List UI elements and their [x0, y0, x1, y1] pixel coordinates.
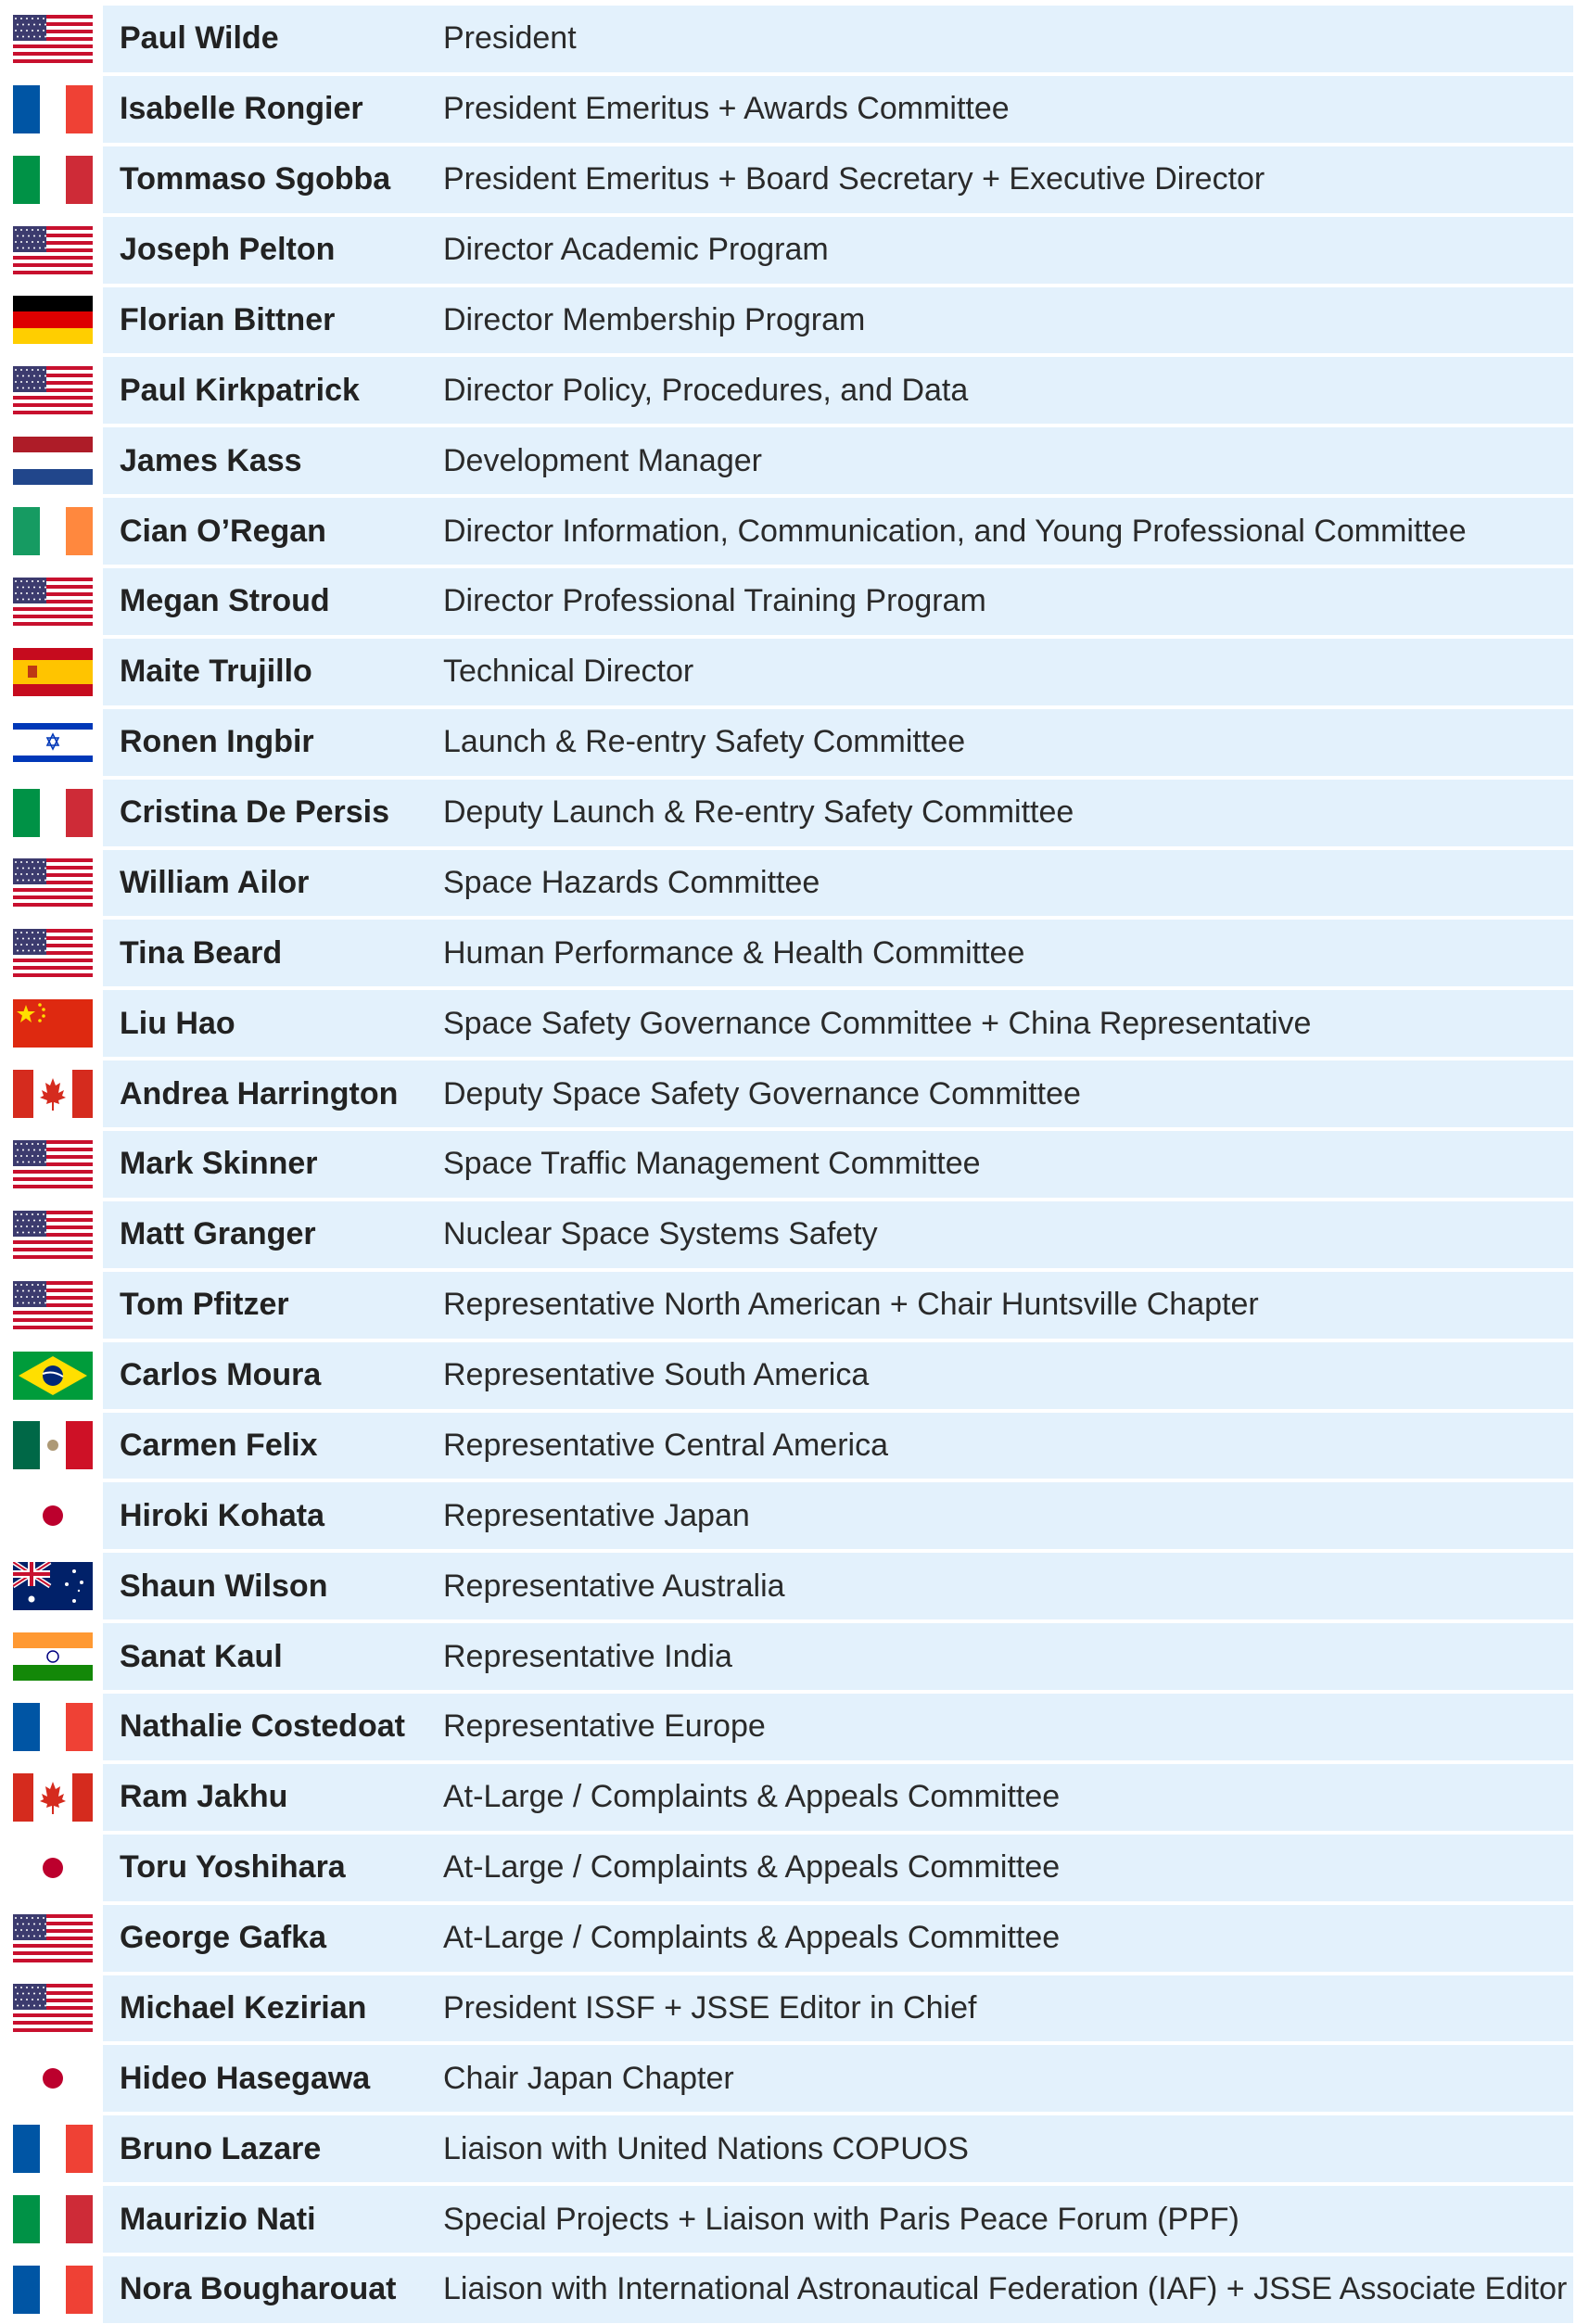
member-role: At-Large / Complaints & Appeals Committee	[443, 1779, 1061, 1815]
jp-flag-icon	[13, 1492, 93, 1540]
member-role: Chair Japan Chapter	[443, 2060, 734, 2096]
flag-cell	[3, 1764, 103, 1831]
flag-cell	[3, 6, 103, 72]
it-flag-icon	[13, 2195, 93, 2243]
flag-cell	[3, 1975, 103, 2042]
member-role: Space Hazards Committee	[443, 864, 820, 900]
table-row	[3, 146, 1573, 217]
member-role: Director Professional Training Program	[443, 583, 986, 619]
mx-flag-icon	[13, 1421, 93, 1469]
member-name: Paul Wilde	[120, 20, 279, 57]
member-role: President	[443, 20, 577, 57]
table-row	[3, 2256, 1573, 2323]
table-row	[3, 1272, 1573, 1342]
table-row	[3, 568, 1573, 639]
table-row	[3, 1482, 1573, 1553]
member-role: President ISSF + JSSE Editor in Chief	[443, 1989, 977, 2026]
ca-flag-icon	[13, 1773, 93, 1822]
member-role: Space Safety Governance Committee + China Representative	[443, 1005, 1312, 1041]
member-name: Joseph Pelton	[120, 232, 336, 268]
member-role: Liaison with United Nations COPUOS	[443, 2130, 969, 2166]
member-role: Director Academic Program	[443, 232, 829, 268]
flag-cell	[3, 2186, 103, 2253]
member-role: President Emeritus + Board Secretary + Executive Director	[443, 161, 1265, 197]
us-flag-icon	[13, 578, 93, 626]
member-name: Maurizio Nati	[120, 2201, 316, 2237]
member-name: Bruno Lazare	[120, 2130, 322, 2166]
member-name: Matt Granger	[120, 1216, 316, 1252]
table-row	[3, 6, 1573, 76]
us-flag-icon	[13, 1914, 93, 1962]
member-name: Isabelle Rongier	[120, 91, 363, 127]
member-name: Tina Beard	[120, 934, 283, 971]
il-flag-icon	[13, 718, 93, 767]
member-role: Technical Director	[443, 654, 694, 690]
member-name: Tommaso Sgobba	[120, 161, 391, 197]
member-name: Maite Trujillo	[120, 654, 312, 690]
flag-cell	[3, 1835, 103, 1901]
flag-cell	[3, 1201, 103, 1268]
jp-flag-icon	[13, 1844, 93, 1892]
member-role: Representative Australia	[443, 1568, 785, 1604]
flag-cell	[3, 709, 103, 776]
table-row	[3, 2115, 1573, 2186]
it-flag-icon	[13, 789, 93, 837]
flag-cell	[3, 2045, 103, 2112]
table-row	[3, 1201, 1573, 1272]
board-roster-table	[3, 6, 1573, 2323]
member-role: Liaison with International Astronautical Federation (IAF) + JSSE Associate Editor	[443, 2271, 1568, 2307]
member-role: Representative North American + Chair Huntsville Chapter	[443, 1287, 1259, 1323]
member-name: Mark Skinner	[120, 1146, 318, 1182]
member-name: Nathalie Costedoat	[120, 1708, 405, 1745]
member-name: Nora Bougharouat	[120, 2271, 397, 2307]
member-name: Hiroki Kohata	[120, 1497, 325, 1533]
member-role: Human Performance & Health Committee	[443, 934, 1025, 971]
member-name: James Kass	[120, 442, 302, 478]
de-flag-icon	[13, 296, 93, 344]
member-name: Carlos Moura	[120, 1357, 322, 1393]
member-role: Representative Japan	[443, 1497, 750, 1533]
table-row	[3, 1764, 1573, 1835]
member-name: Carmen Felix	[120, 1427, 318, 1463]
table-row	[3, 1342, 1573, 1413]
member-name: Florian Bittner	[120, 301, 336, 337]
table-row	[3, 427, 1573, 498]
table-row	[3, 1060, 1573, 1131]
flag-cell	[3, 1131, 103, 1198]
au-flag-icon	[13, 1562, 93, 1610]
member-name: Toru Yoshihara	[120, 1849, 346, 1886]
table-row	[3, 990, 1573, 1060]
member-role: Deputy Space Safety Governance Committee	[443, 1075, 1081, 1111]
member-name: William Ailor	[120, 864, 310, 900]
member-name: Hideo Hasegawa	[120, 2060, 371, 2096]
table-row	[3, 709, 1573, 780]
flag-cell	[3, 357, 103, 424]
table-row	[3, 1131, 1573, 1201]
member-role: Director Information, Communication, and Young Professional Committee	[443, 513, 1467, 549]
member-role: Representative India	[443, 1638, 732, 1674]
flag-cell	[3, 850, 103, 917]
fr-flag-icon	[13, 1703, 93, 1751]
member-name: Liu Hao	[120, 1005, 235, 1041]
us-flag-icon	[13, 1140, 93, 1188]
table-row	[3, 498, 1573, 568]
member-name: Cian O’Regan	[120, 513, 326, 549]
table-row	[3, 850, 1573, 921]
br-flag-icon	[13, 1352, 93, 1400]
member-name: Cristina De Persis	[120, 794, 390, 831]
it-flag-icon	[13, 156, 93, 204]
table-row	[3, 76, 1573, 146]
flag-cell	[3, 568, 103, 635]
flag-cell	[3, 287, 103, 354]
flag-cell	[3, 1413, 103, 1479]
jp-flag-icon	[13, 2054, 93, 2102]
ca-flag-icon	[13, 1070, 93, 1118]
member-name: Tom Pfitzer	[120, 1287, 289, 1323]
table-row	[3, 2186, 1573, 2256]
flag-cell	[3, 1060, 103, 1127]
flag-cell	[3, 217, 103, 284]
fr-flag-icon	[13, 85, 93, 133]
member-role: At-Large / Complaints & Appeals Committee	[443, 1920, 1061, 1956]
ie-flag-icon	[13, 507, 93, 555]
member-role: President Emeritus + Awards Committee	[443, 91, 1010, 127]
es-flag-icon	[13, 648, 93, 696]
flag-cell	[3, 1482, 103, 1549]
flag-cell	[3, 2256, 103, 2323]
table-row	[3, 1553, 1573, 1623]
table-row	[3, 780, 1573, 850]
member-name: George Gafka	[120, 1920, 326, 1956]
flag-cell	[3, 1905, 103, 1972]
flag-cell	[3, 427, 103, 494]
us-flag-icon	[13, 1281, 93, 1329]
us-flag-icon	[13, 858, 93, 907]
table-row	[3, 1623, 1573, 1694]
us-flag-icon	[13, 1211, 93, 1259]
member-name: Ram Jakhu	[120, 1779, 288, 1815]
flag-cell	[3, 146, 103, 213]
us-flag-icon	[13, 929, 93, 977]
member-role: Director Policy, Procedures, and Data	[443, 372, 969, 408]
member-role: Space Traffic Management Committee	[443, 1146, 981, 1182]
member-role: Representative Central America	[443, 1427, 889, 1463]
member-role: Representative Europe	[443, 1708, 766, 1745]
member-role: Special Projects + Liaison with Paris Peace Forum (PPF)	[443, 2201, 1239, 2237]
table-row	[3, 357, 1573, 427]
us-flag-icon	[13, 15, 93, 63]
flag-cell	[3, 780, 103, 846]
member-role: Launch & Re-entry Safety Committee	[443, 724, 966, 760]
table-row	[3, 1975, 1573, 2046]
member-role: Representative South America	[443, 1357, 870, 1393]
member-name: Michael Kezirian	[120, 1989, 367, 2026]
member-role: Development Manager	[443, 442, 762, 478]
table-row	[3, 1905, 1573, 1975]
member-name: Megan Stroud	[120, 583, 330, 619]
flag-cell	[3, 76, 103, 143]
member-name: Ronen Ingbir	[120, 724, 314, 760]
flag-cell	[3, 1694, 103, 1760]
flag-cell	[3, 498, 103, 565]
cn-flag-icon	[13, 999, 93, 1048]
flag-cell	[3, 1623, 103, 1690]
table-row	[3, 2045, 1573, 2115]
table-row	[3, 1413, 1573, 1483]
flag-cell	[3, 639, 103, 705]
member-role: Deputy Launch & Re-entry Safety Committee	[443, 794, 1074, 831]
flag-cell	[3, 990, 103, 1057]
flag-cell	[3, 1553, 103, 1619]
us-flag-icon	[13, 366, 93, 414]
table-row	[3, 1835, 1573, 1905]
flag-cell	[3, 920, 103, 986]
table-row	[3, 639, 1573, 709]
nl-flag-icon	[13, 437, 93, 485]
table-row	[3, 217, 1573, 287]
flag-cell	[3, 1272, 103, 1339]
member-role: Director Membership Program	[443, 301, 866, 337]
member-name: Shaun Wilson	[120, 1568, 328, 1604]
flag-cell	[3, 1342, 103, 1409]
member-role: At-Large / Complaints & Appeals Committee	[443, 1849, 1061, 1886]
us-flag-icon	[13, 226, 93, 274]
fr-flag-icon	[13, 2266, 93, 2314]
flag-cell	[3, 2115, 103, 2182]
member-role: Nuclear Space Systems Safety	[443, 1216, 878, 1252]
member-name: Sanat Kaul	[120, 1638, 283, 1674]
member-name: Paul Kirkpatrick	[120, 372, 360, 408]
us-flag-icon	[13, 1984, 93, 2032]
table-row	[3, 920, 1573, 990]
fr-flag-icon	[13, 2125, 93, 2173]
member-name: Andrea Harrington	[120, 1075, 399, 1111]
table-row	[3, 1694, 1573, 1764]
in-flag-icon	[13, 1632, 93, 1681]
table-row	[3, 287, 1573, 358]
